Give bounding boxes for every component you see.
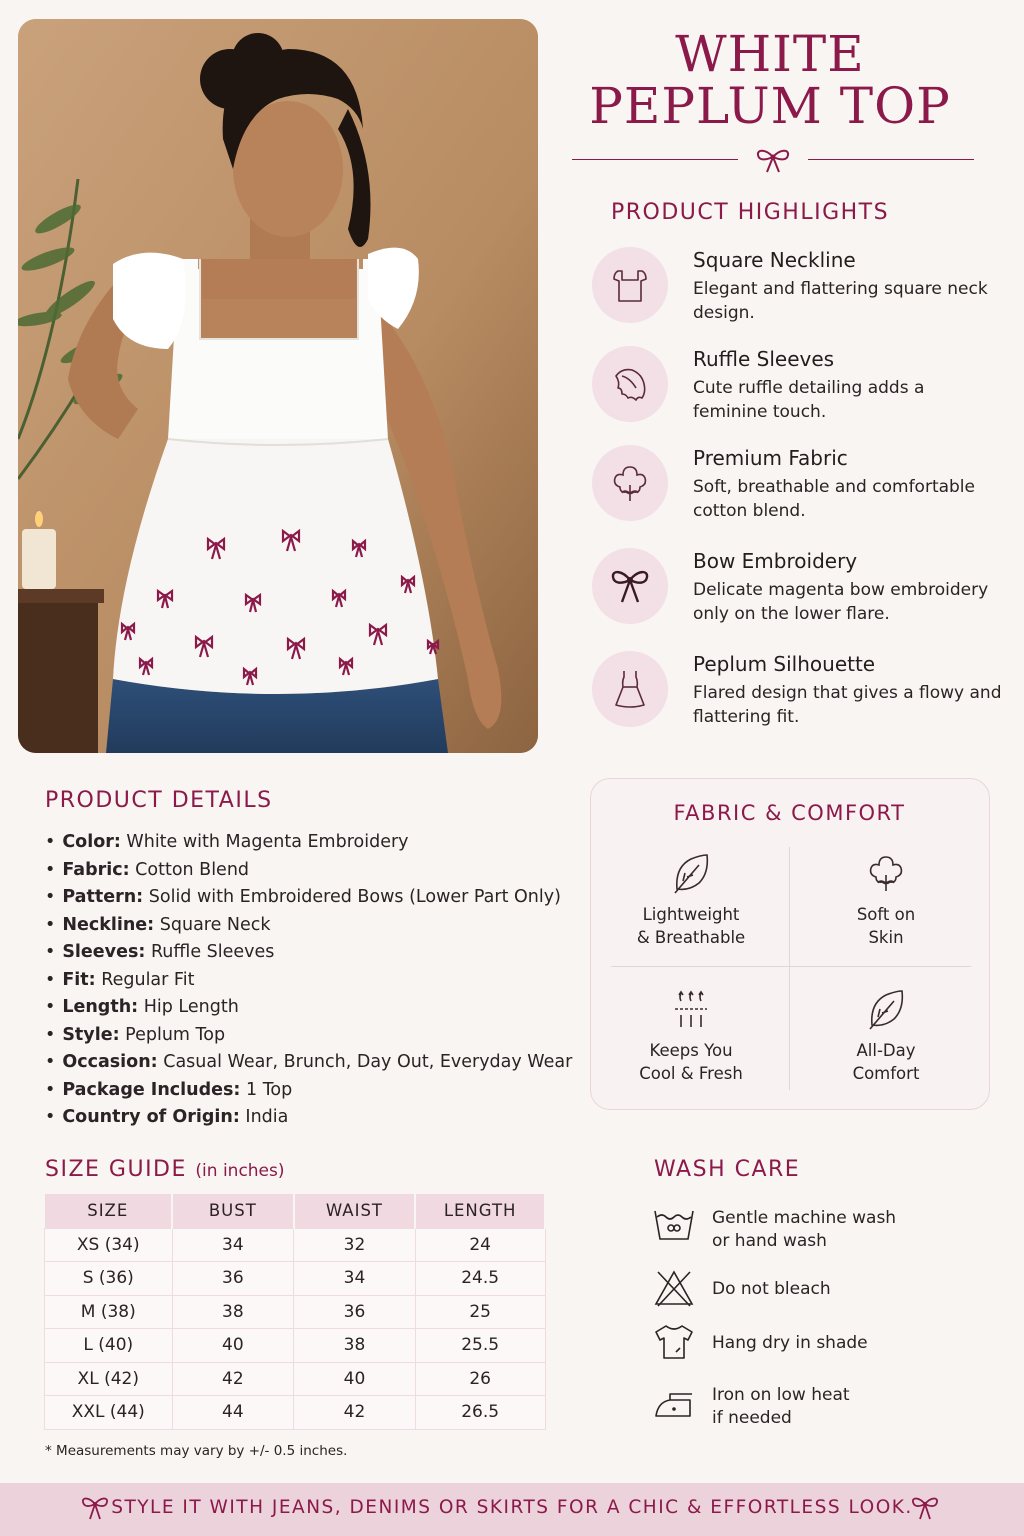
- highlight-item: [592, 651, 1012, 741]
- highlight-desc: Soft, breathable and comfortable cotton blend.: [693, 477, 975, 521]
- leaf-icon: [669, 851, 713, 895]
- title-line-1: WHITE: [675, 25, 865, 83]
- highlight-item: [592, 346, 1012, 436]
- highlight-desc: Elegant and flattering square neck design.: [693, 279, 988, 323]
- detail-item: • Color: White with Magenta Embroidery: [45, 829, 565, 857]
- details-list: [45, 829, 573, 1132]
- square-neckline-icon: [592, 247, 668, 323]
- highlight-title: Bow Embroidery: [693, 549, 858, 573]
- ruffle-sleeve-icon: [592, 346, 668, 422]
- table-header-row: SIZE BUST WAIST LENGTH: [45, 1194, 546, 1228]
- fabric-heading: FABRIC & COMFORT: [673, 801, 906, 825]
- footer-text: STYLE IT WITH JEANS, DENIMS OR SKIRTS FOR A CHIC & EFFORTLESS LOOK.: [111, 1497, 913, 1518]
- highlight-title: Square Neckline: [693, 248, 856, 272]
- size-table: [44, 1194, 546, 1430]
- highlight-desc: Cute ruffle detailing adds a feminine touch.: [693, 378, 925, 422]
- highlight-desc: Delicate magenta bow embroidery only on the lower flare.: [693, 580, 989, 624]
- page-title: [560, 25, 980, 135]
- fabric-item: All-Day Comfort: [796, 987, 976, 1085]
- cotton-flower-icon: [592, 445, 668, 521]
- detail-item: • Style: Peplum Top: [45, 1022, 565, 1050]
- detail-item: • Fit: Regular Fit: [45, 967, 565, 995]
- size-guide-heading: SIZE GUIDE (in inches): [45, 1157, 285, 1182]
- title-divider: [572, 146, 974, 174]
- table-row: S (36) 36 34 24.5: [45, 1262, 546, 1296]
- fabric-item: Soft on Skin: [796, 851, 976, 949]
- wash-item: Gentle machine wash or hand wash: [652, 1205, 992, 1255]
- detail-item: • Sleeves: Ruffle Sleeves: [45, 939, 565, 967]
- cotton-flower-icon: [864, 851, 908, 895]
- highlight-desc: Flared design that gives a flowy and flattering fit.: [693, 683, 1002, 727]
- wash-item: Do not bleach: [652, 1268, 992, 1308]
- highlight-item: [592, 548, 1012, 638]
- highlights-heading: PRODUCT HIGHLIGHTS: [611, 200, 890, 225]
- leaf-icon: [864, 987, 908, 1031]
- detail-item: • Package Includes: 1 Top: [45, 1077, 565, 1105]
- wash-care-heading: WASH CARE: [654, 1157, 801, 1182]
- table-row: M (38) 38 36 25: [45, 1295, 546, 1329]
- detail-item: • Neckline: Square Neck: [45, 912, 565, 940]
- detail-item: • Length: Hip Length: [45, 994, 565, 1022]
- product-photo: [18, 19, 538, 753]
- table-row: XXL (44) 44 42 26.5: [45, 1396, 546, 1430]
- table-row: XL (42) 42 40 26: [45, 1362, 546, 1396]
- machine-wash-icon: [652, 1205, 696, 1245]
- fabric-comfort-card: [590, 778, 990, 1110]
- highlight-item: [592, 445, 1012, 535]
- size-guide-unit: (in inches): [195, 1161, 285, 1181]
- hang-dry-icon: [652, 1322, 696, 1362]
- airflow-icon: [669, 987, 713, 1031]
- bow-icon: [592, 548, 668, 624]
- footer-banner: [0, 1483, 1024, 1536]
- iron-low-icon: [652, 1384, 696, 1424]
- fabric-item: Keeps You Cool & Fresh: [601, 987, 781, 1085]
- bow-icon: [910, 1495, 940, 1521]
- wash-item: Iron on low heat if needed: [652, 1384, 992, 1434]
- wash-item: Hang dry in shade: [652, 1322, 992, 1362]
- dress-icon: [592, 651, 668, 727]
- do-not-bleach-icon: [652, 1268, 696, 1308]
- highlight-title: Ruffle Sleeves: [693, 347, 835, 371]
- highlight-title: Peplum Silhouette: [693, 652, 876, 676]
- title-line-2: PEPLUM TOP: [589, 77, 951, 135]
- detail-item: • Fabric: Cotton Blend: [45, 857, 565, 885]
- detail-item: • Pattern: Solid with Embroidered Bows (Lower Part Only): [45, 884, 565, 912]
- table-row: L (40) 40 38 25.5: [45, 1329, 546, 1363]
- highlight-item: [592, 247, 1012, 337]
- highlight-title: Premium Fabric: [693, 446, 848, 470]
- table-row: XS (34) 34 32 24: [45, 1228, 546, 1262]
- fabric-item: Lightweight & Breathable: [601, 851, 781, 949]
- details-heading: PRODUCT DETAILS: [45, 788, 273, 813]
- detail-item: • Occasion: Casual Wear, Brunch, Day Out, Everyday Wear: [45, 1049, 565, 1077]
- size-note: * Measurements may vary by +/- 0.5 inches.: [45, 1443, 348, 1459]
- bow-icon: [754, 146, 792, 174]
- detail-item: • Country of Origin: India: [45, 1104, 565, 1132]
